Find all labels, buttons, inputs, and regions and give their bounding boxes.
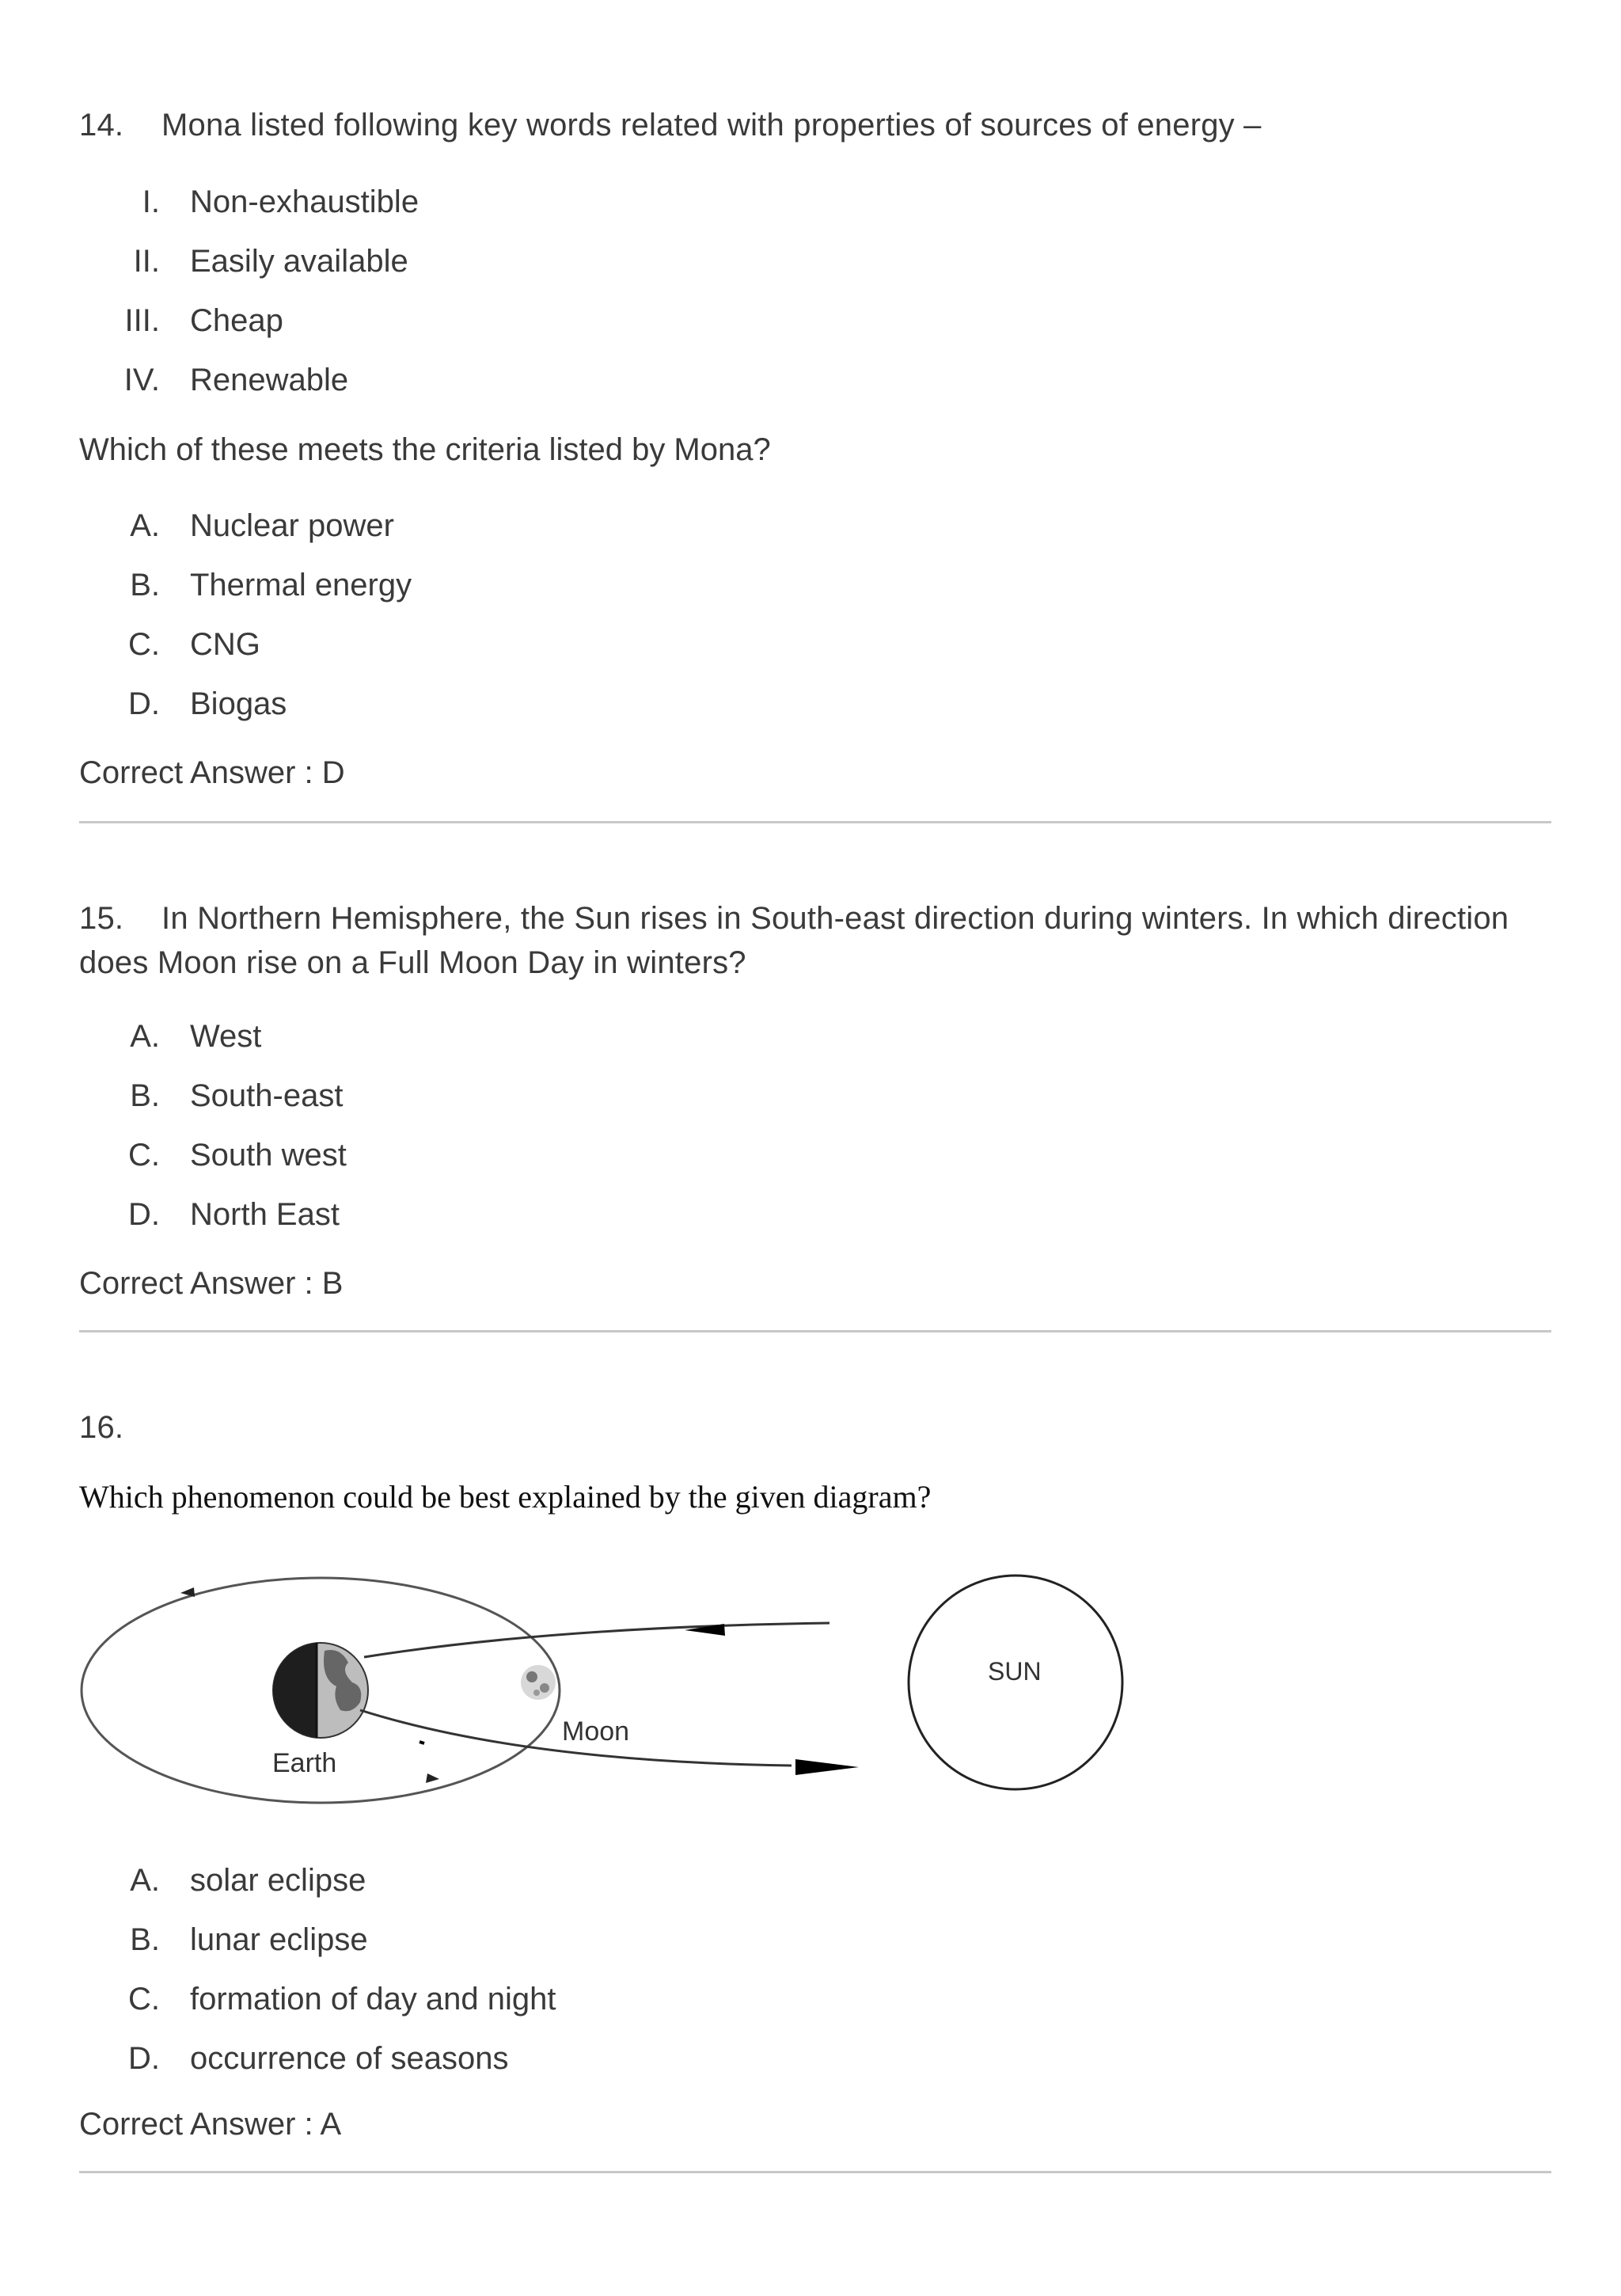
option-marker: B. xyxy=(130,1922,160,1957)
option-marker: C. xyxy=(128,627,160,662)
question-14 xyxy=(79,103,1262,147)
correct-answer: Correct Answer : A xyxy=(79,2107,342,2142)
option-label: formation of day and night xyxy=(190,1982,556,2017)
option-marker: D. xyxy=(128,2041,160,2076)
option-label: Nuclear power xyxy=(190,508,394,543)
eclipse-diagram xyxy=(79,1552,1140,1813)
option-d xyxy=(79,2036,556,2096)
question-number: 14. xyxy=(79,108,124,143)
list-marker: III. xyxy=(124,303,160,338)
list-marker: I. xyxy=(142,184,160,219)
list-item xyxy=(79,298,419,358)
question-text-continued: does Moon rise on a Full Moon Day in winters? xyxy=(79,945,746,980)
ray-arrow-icon xyxy=(795,1759,859,1775)
list-item xyxy=(79,239,419,298)
moon-icon xyxy=(521,1665,556,1700)
option-a xyxy=(79,1858,556,1918)
list-item-label: Cheap xyxy=(190,303,283,338)
divider xyxy=(79,2171,1551,2173)
option-label: Thermal energy xyxy=(190,568,412,603)
option-marker: A. xyxy=(130,508,160,543)
question-prompt: Which of these meets the criteria listed by Mona? xyxy=(79,432,771,467)
earth-label: Earth xyxy=(272,1748,337,1778)
option-label: occurrence of seasons xyxy=(190,2041,509,2076)
option-marker: B. xyxy=(130,568,160,603)
question-text xyxy=(79,896,1509,941)
option-label: South west xyxy=(190,1138,347,1173)
question-stem: Mona listed following key words related with properties of sources of energy – xyxy=(161,108,1262,143)
option-a xyxy=(79,1014,347,1074)
question-stem: In Northern Hemisphere, the Sun rises in South-east direction during winters. In which direction xyxy=(161,901,1509,936)
option-marker: C. xyxy=(128,1982,160,2017)
option-b xyxy=(79,1918,556,1977)
option-c xyxy=(79,1977,556,2036)
option-label: West xyxy=(190,1019,262,1054)
option-marker: A. xyxy=(130,1019,160,1054)
option-list xyxy=(79,1858,556,2096)
keyword-list xyxy=(79,180,419,417)
question-stem: Which phenomenon could be best explained by the given diagram? xyxy=(79,1479,932,1515)
correct-answer: Correct Answer : D xyxy=(79,755,345,790)
option-marker: D. xyxy=(128,1197,160,1232)
option-label: solar eclipse xyxy=(190,1863,366,1898)
option-b xyxy=(79,1074,347,1133)
option-d xyxy=(79,682,412,741)
option-label: Biogas xyxy=(190,686,287,721)
list-item xyxy=(79,180,419,239)
correct-answer: Correct Answer : B xyxy=(79,1266,344,1301)
option-a xyxy=(79,504,412,563)
option-label: lunar eclipse xyxy=(190,1922,368,1957)
earth-icon xyxy=(269,1639,368,1742)
moon-label: Moon xyxy=(562,1716,630,1747)
ray-tick xyxy=(419,1742,424,1743)
option-list xyxy=(79,504,412,741)
question-number: 16. xyxy=(79,1410,124,1445)
option-list xyxy=(79,1014,347,1252)
incoming-ray xyxy=(364,1623,829,1657)
question-15 xyxy=(79,896,1509,985)
list-item-label: Renewable xyxy=(190,363,349,397)
option-b xyxy=(79,563,412,622)
divider xyxy=(79,821,1551,823)
option-label: North East xyxy=(190,1197,340,1232)
option-label: South-east xyxy=(190,1078,344,1113)
option-c xyxy=(79,622,412,682)
list-item xyxy=(79,358,419,417)
orbit-arrow-icon xyxy=(426,1773,439,1783)
option-c xyxy=(79,1133,347,1192)
orbit-arrow-icon xyxy=(180,1587,195,1597)
sun-label: SUN xyxy=(988,1657,1042,1686)
divider xyxy=(79,1330,1551,1332)
list-marker: IV. xyxy=(123,363,160,397)
list-item-label: Easily available xyxy=(190,244,408,279)
question-text xyxy=(79,103,1262,147)
list-marker: II. xyxy=(133,244,160,279)
option-marker: D. xyxy=(128,686,160,721)
option-label: CNG xyxy=(190,627,260,662)
option-marker: A. xyxy=(130,1863,160,1898)
option-marker: C. xyxy=(128,1138,160,1173)
option-marker: B. xyxy=(130,1078,160,1113)
list-item-label: Non-exhaustible xyxy=(190,184,419,219)
option-d xyxy=(79,1192,347,1252)
question-number: 15. xyxy=(79,901,124,936)
